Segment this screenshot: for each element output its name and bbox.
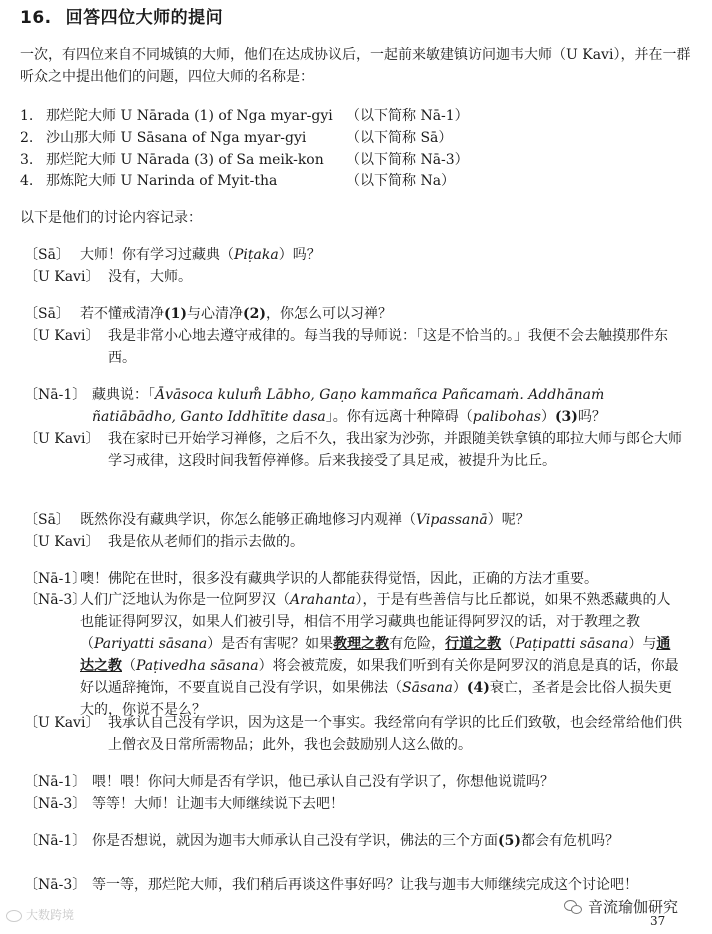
master-list-item: 3. 那烂陀大师 U Nārada (3) of Sa meik-kon （以下简称 Nā-3） <box>20 152 469 168</box>
master-list-item: 2. 沙山那大师 U Sāsana of Nga myar-gyi （以下简称 Sā） <box>20 130 453 146</box>
intro-paragraph: 一次，有四位来自不同城镇的大师，他们在达成协议后，一起前来敏建镇访问迦韦大师（U Kavi），并在一群听众之中提出他们的问题，四位大师的名称是： <box>20 47 691 85</box>
speaker-label: 〔Sā〕 <box>24 306 70 322</box>
speaker-label: 〔U Kavi〕 <box>24 715 100 731</box>
speaker-label: 〔Sā〕 <box>24 512 70 528</box>
dialogue-line: 〔U Kavi〕 没有，大师。 <box>24 266 684 288</box>
speaker-label: 〔Nā-3〕 <box>24 592 87 608</box>
speaker-label: 〔Sā〕 <box>24 247 70 263</box>
dialogue-line: 〔Nā-1〕 喂！喂！你问大师是否有学识，他已承认自己没有学识了，你想他说谎吗？ <box>24 771 684 793</box>
dialogue-line: 〔Nā-1〕 你是否想说，就因为迦韦大师承认自己没有学识，佛法的三个方面(5)都会有危机吗？ <box>24 830 684 852</box>
speaker-label: 〔U Kavi〕 <box>24 269 100 285</box>
watermark-left: 大数跨境 <box>6 906 74 923</box>
page-number: 37 <box>650 914 666 928</box>
dialogue-line: 〔Sā〕 大师！你有学习过藏典（Piṭaka）吗？ <box>24 244 684 266</box>
section-number: 16. <box>20 8 52 28</box>
speaker-label: 〔U Kavi〕 <box>24 534 100 550</box>
speaker-label: 〔U Kavi〕 <box>24 431 100 447</box>
dialogue-line: 〔U Kavi〕 我承认自己没有学识，因为这是一个事实。我经常向有学识的比丘们致敬，也会经常给他们供上僧衣及日常所需物品；此外，我也会鼓励别人这么做的。 <box>24 712 684 756</box>
master-list-item: 1. 那烂陀大师 U Nārada (1) of Nga myar-gyi （以下简称 Nā-1） <box>20 108 469 124</box>
logo-icon <box>6 910 22 922</box>
dialogue-line: 〔Sā〕 既然你没有藏典学识，你怎么能够正确地修习内观禅（Vipassanā）呢？ <box>24 509 684 531</box>
dialogue-line: 〔Nā-3〕 人们广泛地认为你是一位阿罗汉（Arahanta），于是有些善信与比丘都说，如果不熟悉藏典的人也能证得阿罗汉，如果人们被引导，相信不用学习藏典也能证得阿罗汉的话，对于教理之教（Pariyatti sāsana）是否有害呢？如果教理之教有危险，行道之教（Paṭipatti sāsana）与通达之教（Paṭivedha sāsana）将会被荒废，如果我们听到有关你是阿罗汉的消息是真的话，你最好以遁辞掩饰，不要直说自己没有学识，如果佛法（Sāsana）(4)衰亡，圣者是会比俗人损失更大的，你说不是么？ <box>24 589 684 721</box>
section-title: 回答四位大师的提问 <box>65 8 224 28</box>
dialogue-line: 〔U Kavi〕 我是非常小心地去遵守戒律的。每当我的导师说：「这是不恰当的。」我便不会去触摸那件东西。 <box>24 325 684 369</box>
speaker-label: 〔U Kavi〕 <box>24 328 100 344</box>
speaker-label: 〔Nā-3〕 <box>24 796 87 812</box>
wechat-icon <box>564 900 582 914</box>
speaker-label: 〔Nā-3〕 <box>24 877 87 893</box>
speaker-label: 〔Nā-1〕 <box>24 774 87 790</box>
section-heading <box>20 3 223 28</box>
dialogue-line: 〔Sā〕 若不懂戒清净(1)与心清净(2)，你怎么可以习禅？ <box>24 303 684 325</box>
dialogue-line: 〔Nā-1〕 藏典说：「Āvāsoca kulum̊ Lābho, Gaṇo kammañca Pañcamaṁ. Addhānaṁ ñatiābādho, Ganto Iddhītite dasa」。你有远离十种障碍（palibohas）(3)吗？ <box>24 384 684 428</box>
speaker-label: 〔Nā-1〕 <box>24 571 87 587</box>
dialogue-line: 〔Nā-1〕 噢！佛陀在世时，很多没有藏典学识的人都能获得觉悟，因此，正确的方法才重要。 <box>24 568 684 590</box>
wechat-source-label: 音流瑜伽研究 <box>564 896 678 917</box>
transition-text: 以下是他们的讨论内容记录： <box>20 210 202 226</box>
dialogue-line: 〔U Kavi〕 我是依从老师们的指示去做的。 <box>24 531 684 553</box>
dialogue-line: 〔U Kavi〕 我在家时已开始学习禅修，之后不久，我出家为沙弥，并跟随美铁拿镇的耶拉大师与郎仑大师学习戒律，这段时间我暂停禅修。后来我接受了具足戒，被提升为比丘。 <box>24 428 684 472</box>
master-list-item: 4. 那炼陀大师 U Narinda of Myit-tha （以下简称 Na） <box>20 173 456 189</box>
dialogue-line: 〔Nā-3〕 等一等，那烂陀大师，我们稍后再谈这件事好吗？让我与迦韦大师继续完成这个讨论吧！ <box>24 874 684 896</box>
speaker-label: 〔Nā-1〕 <box>24 833 87 849</box>
dialogue-line: 〔Nā-3〕 等等！大师！让迦韦大师继续说下去吧！ <box>24 793 684 815</box>
speaker-label: 〔Nā-1〕 <box>24 387 87 403</box>
